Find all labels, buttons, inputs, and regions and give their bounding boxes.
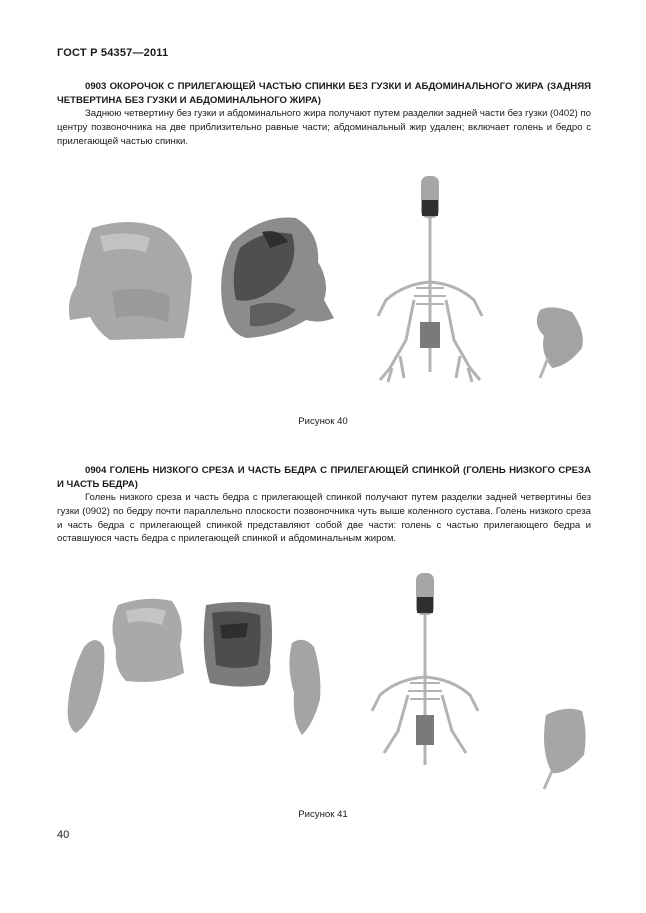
figure-40-leg-quarter-light — [69, 222, 192, 340]
figure-40-skeleton-diagram — [378, 176, 482, 382]
figure-41-drumstick-right — [289, 640, 320, 735]
page-number: 40 — [57, 829, 70, 841]
section-0904-body: Голень низкого среза и часть бедра с прилегающей спинкой получают путем разделки задней четвертины без гузки (0902) по бедру почти параллельно плоскости позвоночника чуть выше коленного сустава. Голень низкого среза и часть бедра с прилегающей спинкой представляют собой две части: голень с частью прилегающего бедра и оставшуюся часть бедра с прилегающей спинкой и абдоминальным жиром. — [57, 492, 591, 545]
figure-40-caption: Рисунок 40 — [298, 416, 348, 427]
section-0903-body: Заднюю четвертину без гузки и абдоминального жира получают путем разделки задней части без гузки (0402) по центру позвоночника на две приблизительно равные части; абдоминальный жир удален; включает голень и бедро с прилегающей частью спинки. — [57, 108, 591, 147]
figure-41 — [0, 565, 646, 790]
figure-41-thigh-back-light — [112, 599, 184, 682]
figure-41-small-piece — [544, 709, 586, 789]
figure-40 — [0, 172, 646, 402]
figure-40-leg-quarter-dark — [221, 218, 334, 339]
figure-41-caption: Рисунок 41 — [298, 809, 348, 820]
figure-40-small-piece — [537, 307, 583, 378]
figure-41-drumstick-left — [68, 640, 105, 733]
figure-41-skeleton-diagram — [372, 573, 478, 765]
document-id: ГОСТ Р 54357—2011 — [57, 47, 169, 59]
figure-41-thigh-back-dark — [204, 602, 272, 687]
section-0903-title: 0903 ОКОРОЧОК С ПРИЛЕГАЮЩЕЙ ЧАСТЬЮ СПИНКИ БЕЗ ГУЗКИ И АБДОМИНАЛЬНОГО ЖИРА (ЗАДНЯЯ ЧЕТВЕРТИНА БЕЗ ГУЗКИ И АБДОМИНАЛЬНОГО ЖИРА) — [57, 81, 591, 106]
section-0904-title: 0904 ГОЛЕНЬ НИЗКОГО СРЕЗА И ЧАСТЬ БЕДРА С ПРИЛЕГАЮЩЕЙ СПИНКОЙ (ГОЛЕНЬ НИЗКОГО СРЕЗА И ЧАСТЬ БЕДРА) — [57, 465, 591, 490]
